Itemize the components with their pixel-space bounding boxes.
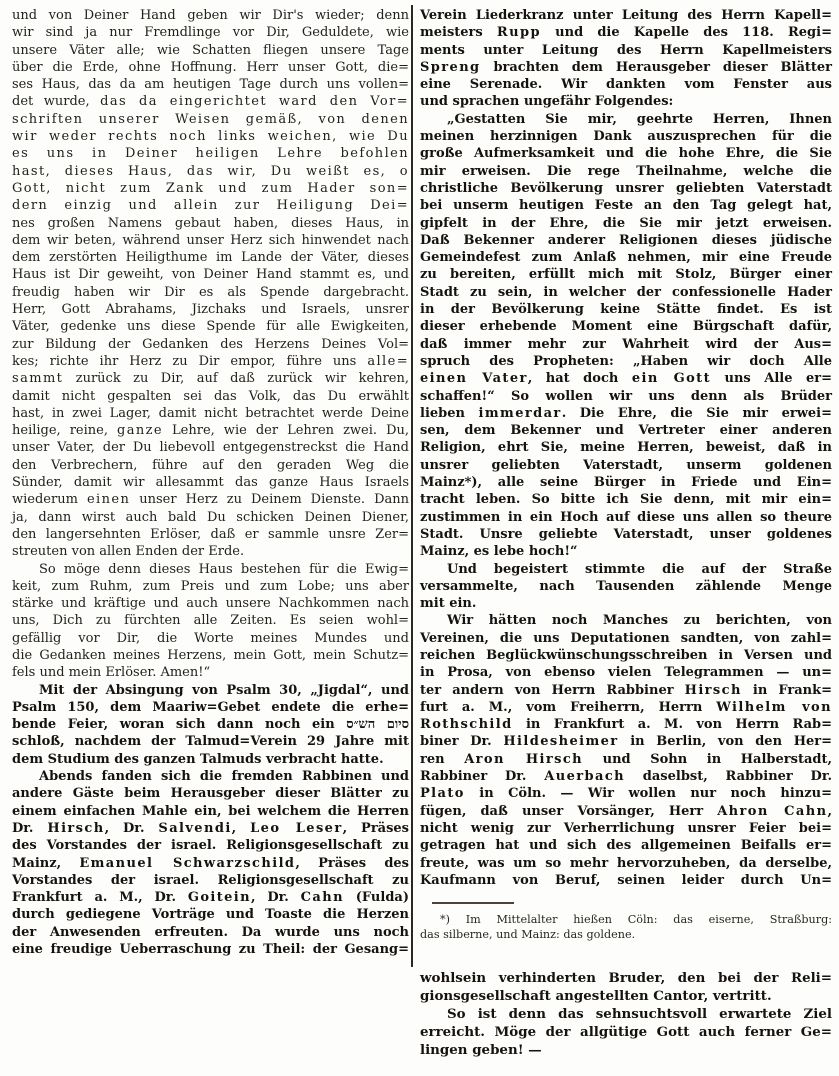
text-line	[12, 301, 409, 318]
text-segment: nicht wenig zur Verherrlichung unsrer Feier bei=	[420, 820, 832, 836]
text-segment: ren	[420, 751, 465, 767]
text-segment: ,	[231, 820, 251, 836]
text-line	[12, 318, 409, 335]
text-line	[420, 872, 832, 889]
text-line	[12, 439, 409, 456]
text-segment: Herr, Gott Abrahams, Jizchaks und Israels, unsrer	[12, 302, 409, 318]
text-line	[420, 111, 832, 128]
emphasized-text: Salvendi	[158, 820, 232, 836]
text-segment: andere Gäste beim Herausgeber dieser Blätter zu	[12, 786, 409, 802]
footnote	[420, 913, 832, 942]
text-line	[12, 785, 409, 802]
column-divider	[411, 5, 413, 967]
emphasized-text: einen Vater	[420, 371, 528, 387]
text-segment: zurück zu Dir, auf daß zurück wir kehren,	[63, 371, 409, 387]
text-line	[12, 768, 409, 785]
text-segment: dieser erhebende Moment eine Bürgschaft dafür,	[420, 319, 832, 335]
text-line	[420, 837, 832, 854]
text-segment: stärke und kräftige und auch unsere Nachkommen nach	[12, 596, 409, 612]
text-line	[12, 595, 409, 612]
text-line	[420, 491, 832, 508]
text-line	[12, 93, 409, 110]
text-line	[12, 751, 409, 768]
text-segment: freudig haben wir Dir es als Spende dargebracht.	[12, 284, 409, 300]
text-segment: det wurde,	[12, 94, 101, 110]
text-segment: schaffen!“ So wollen wir uns denn als Brüder	[420, 388, 832, 404]
text-segment: spruch des Propheten: „Haben wir doch Alle	[420, 353, 832, 369]
text-segment: brachten dem Herausgeber dieser Blätter	[480, 59, 832, 75]
text-segment: tracht leben. So bitte ich Sie denn, mit mir ein=	[420, 492, 832, 508]
text-segment: den Verbrechern, führe auf den geraden Weg die	[12, 457, 409, 473]
text-line	[420, 855, 832, 872]
text-line	[420, 969, 832, 987]
text-segment: Sünder, damit wir allesammt das ganze Haus Israels	[12, 475, 409, 491]
emphasized-text: Leo Leser	[250, 820, 343, 836]
text-line	[420, 768, 832, 785]
emphasized-text: ganze	[117, 423, 164, 439]
text-line	[420, 630, 832, 647]
text-segment: eine Serenade. Wir dankten vom Fenster aus	[420, 77, 832, 93]
text-line	[12, 716, 409, 733]
text-line	[420, 785, 832, 802]
text-line	[420, 699, 832, 716]
text-segment: gefällig vor Dir, die Worte meines Mundes und	[12, 630, 409, 646]
text-segment: , Präses	[342, 820, 410, 836]
emphasized-text: Rupp	[496, 25, 541, 41]
text-line	[420, 266, 832, 283]
left-column	[12, 7, 409, 958]
emphasized-text: wir weder rechts noch links weichen, wie Du	[12, 129, 409, 145]
text-line	[420, 526, 832, 543]
emphasized-text: sammt	[12, 371, 64, 387]
text-line	[420, 284, 832, 301]
text-segment: Kaufmann von Beruf, seinen leider durch Un=	[420, 872, 832, 888]
text-segment: ,	[827, 803, 832, 819]
text-line	[12, 388, 409, 405]
text-segment: gipfelt in der Ehre, die Sie mir jetzt erweisen.	[420, 215, 832, 231]
text-line	[12, 682, 409, 699]
text-line	[12, 353, 409, 370]
text-segment: Dr.	[12, 820, 48, 836]
emphasized-text: Hirsch	[47, 820, 105, 836]
text-line	[12, 163, 409, 180]
emphasized-text: einen	[86, 492, 131, 508]
text-segment: Gemeindefest zum Anlaß nehmen, mir eine Freude	[420, 250, 832, 266]
text-segment: Lehre, wie der Lehren zwei. Du,	[163, 423, 410, 439]
emphasized-text: Hildesheimer	[503, 734, 619, 750]
text-line	[420, 145, 832, 162]
text-line	[12, 128, 409, 145]
text-segment: , hat doch	[527, 371, 632, 387]
text-line	[420, 647, 832, 664]
emphasized-text: Spreng	[420, 59, 481, 75]
text-segment: unsrer geliebten Vaterstadt, unserm goldenen	[420, 457, 832, 473]
text-line	[12, 647, 409, 664]
text-segment: freute, was um so mehr hervorzuheben, da derselbe,	[420, 855, 832, 871]
text-line	[12, 803, 409, 820]
text-line	[12, 145, 409, 162]
text-segment: schloß, nachdem der Talmud=Verein 29 Jahre mit	[12, 734, 409, 750]
text-line	[420, 1005, 832, 1023]
text-segment: zu bereiten, erfüllt mich mit Stolz, Bürger einer	[420, 267, 832, 283]
text-line	[420, 336, 832, 353]
text-line	[12, 664, 409, 681]
text-line	[420, 595, 832, 612]
text-segment: getragen hat und sich des allgemeinen Beifalls er=	[420, 838, 832, 854]
text-segment: des Vorstandes der israel. Religionsgesellschaft zu	[12, 838, 409, 854]
text-line	[12, 7, 409, 24]
text-segment: Väter, gedenke uns diese Spende für alle Ewigkeiten,	[12, 319, 409, 335]
text-segment: Frankfurt a. M., Dr.	[12, 890, 188, 906]
text-segment: reichen Beglückwünschungsschreiben in Versen und	[420, 647, 832, 663]
text-line	[420, 612, 832, 629]
text-line	[420, 578, 832, 595]
emphasized-text: Aron Hirsch	[464, 751, 584, 767]
text-line	[420, 215, 832, 232]
text-segment: einem einfachen Mahle ein, bei welchem die Herren	[12, 803, 409, 819]
text-line	[12, 630, 409, 647]
text-segment: Wir hätten noch Manches zu berichten, von	[447, 613, 832, 629]
text-segment: nes großen Namens gebaut haben, dieses Haus, in	[12, 215, 409, 231]
text-line	[420, 163, 832, 180]
text-segment: Mainz, es lebe hoch!“	[420, 544, 578, 560]
text-line	[12, 370, 409, 387]
text-segment: , Dr.	[251, 890, 301, 906]
text-line	[420, 370, 832, 387]
text-segment: eine freudige Ueberraschung zu Theil: der Gesang=	[12, 942, 409, 958]
text-segment: Mainz,	[12, 855, 80, 871]
text-segment: „Gestatten Sie mir, geehrte Herren, Ihnen	[447, 111, 832, 127]
text-line	[420, 93, 832, 110]
text-line	[12, 215, 409, 232]
emphasized-text: Hirsch	[684, 682, 742, 698]
text-segment: ja, dann wirst auch bald Du schicken Deinen Diener,	[12, 509, 409, 525]
text-segment: und sprachen ungefähr Folgendes:	[420, 94, 674, 110]
text-line	[420, 751, 832, 768]
text-segment: Stadt. Unsre geliebte Vaterstadt, unser goldenes	[420, 526, 832, 542]
text-line	[12, 249, 409, 266]
text-segment: hast, in zwei Lager, damit nicht betrachtet werde Deine	[12, 405, 409, 421]
text-segment: wiederum	[12, 492, 87, 508]
text-segment: in Prosa, von ebenso vielen Telegrammen — un=	[420, 665, 832, 681]
text-segment: . Die Ehre, die Sie mir erwei=	[561, 405, 832, 421]
text-line	[420, 457, 832, 474]
text-line	[420, 928, 832, 943]
text-line	[420, 543, 832, 560]
text-line	[420, 1023, 832, 1041]
text-segment: in Cöln. — Wir wollen nur noch hinzu=	[464, 786, 832, 802]
text-line	[12, 266, 409, 283]
text-segment: den langersehnten Erlöser, daß er sammle unsre Zer=	[12, 526, 409, 542]
text-line	[12, 111, 409, 128]
text-line	[420, 249, 832, 266]
right-column-main-text	[420, 7, 832, 889]
emphasized-text: Ahron Cahn	[717, 803, 828, 819]
text-segment: fügen, daß unser Vorsänger, Herr	[420, 803, 718, 819]
text-segment: kes; richte ihr Herz zu Dir empor, führe uns	[12, 353, 368, 369]
text-segment: Mainz*), alle seine Bürger in Friede und Ein=	[420, 475, 832, 491]
text-segment: unsere Väter alle; wie Schatten fliegen unsere Tage	[12, 42, 409, 58]
text-segment: dem zerstörten Heiligthume im Lande der Väter, dieses	[12, 250, 409, 266]
emphasized-text: schriften unserer Weisen gemäß, von denen	[12, 111, 409, 127]
text-line	[12, 543, 409, 560]
emphasized-text: hast, dieses Haus, das wir, Du weißt es, o	[12, 163, 409, 179]
text-segment: daß immer mehr zur Wahrheit wird der Aus=	[420, 336, 832, 352]
text-segment: dem Studium des ganzen Talmuds verbracht hatte.	[12, 751, 384, 767]
emphasized-text: Emanuel Schwarzschild	[79, 855, 296, 871]
right-column	[420, 7, 832, 1059]
text-segment: und von Deiner Hand geben wir Dir's wieder; denn	[12, 8, 409, 23]
text-line	[420, 509, 832, 526]
text-line	[12, 42, 409, 59]
text-line	[420, 180, 832, 197]
text-line	[12, 578, 409, 595]
text-segment: zur Bildung der Gedanken des Herzens Deines Vol=	[12, 336, 409, 352]
text-line	[420, 820, 832, 837]
text-segment: furt a. M., vom Freiherrn, Herrn	[420, 699, 717, 715]
text-line	[420, 301, 832, 318]
text-segment: biner Dr.	[420, 734, 504, 750]
text-line	[420, 987, 832, 1005]
text-segment: über die Erde, ohne Hoffnung. Herr unser Gott, die=	[12, 59, 409, 75]
text-line	[420, 405, 832, 422]
emphasized-text: es uns in Deiner heiligen Lehre befohlen	[12, 146, 409, 162]
text-segment: *) Im Mittelalter hießen Cöln: das eiserne, Straßburg:	[440, 913, 832, 927]
text-line	[12, 699, 409, 716]
text-segment: keit, zum Ruhm, zum Preis und zum Lobe; uns aber	[12, 578, 409, 594]
text-line	[12, 457, 409, 474]
text-line	[12, 197, 409, 214]
text-line	[12, 232, 409, 249]
text-line	[420, 913, 832, 928]
text-line	[12, 924, 409, 941]
emphasized-text: ein Gott	[631, 371, 711, 387]
text-line	[420, 682, 832, 699]
text-segment: Daß Bekenner anderer Religionen dieses jüdische	[420, 232, 832, 248]
text-line	[12, 24, 409, 41]
text-segment: gionsgesellschaft angestellten Cantor, vertritt.	[420, 988, 772, 1005]
text-segment: Religion, ehrt Sie, meine Herren, beweist, daß in	[420, 440, 832, 456]
text-line	[420, 422, 832, 439]
text-segment: versammelte, nach Tausenden zählende Menge	[420, 578, 832, 594]
emphasized-text: Wilhelm von	[716, 699, 832, 715]
text-line	[420, 716, 832, 733]
text-segment: uns, Dich zu fürchten alle Zeiten. Es seien wohl=	[12, 613, 409, 629]
text-segment: das silberne, und Mainz: das goldene.	[420, 927, 636, 941]
text-segment: Stadt zu sein, in welcher der confessionelle Hader	[420, 284, 832, 300]
text-segment: heilige, reine,	[12, 423, 118, 439]
text-segment: Vorstandes der israel. Religionsgesellschaft zu	[12, 872, 409, 888]
text-line	[12, 612, 409, 629]
text-segment: und die Kapelle des 118. Regi=	[540, 25, 832, 41]
text-line	[420, 388, 832, 405]
text-line	[12, 906, 409, 923]
text-line	[12, 837, 409, 854]
text-segment: durch gediegene Vorträge und Toaste die Herzen	[12, 907, 409, 923]
text-segment: daselbst, Rabbiner Dr.	[625, 769, 832, 785]
text-segment: in Frankfurt a. M. von Herrn Rab=	[512, 717, 832, 733]
text-segment: ments unter Leitung des Herrn Kapellmeisters	[420, 42, 832, 58]
text-segment: christliche Bevölkerung unsrer geliebten Vaterstadt	[420, 180, 832, 196]
text-line	[12, 76, 409, 93]
text-segment: sen, dem Bekenner und Vertreter einer anderen	[420, 423, 832, 439]
text-segment: lieben	[420, 405, 479, 421]
article-continuation	[420, 969, 832, 1059]
text-line	[420, 318, 832, 335]
text-line	[12, 474, 409, 491]
text-segment: Mit der Absingung von Psalm 30, „Jigdal“, und	[39, 682, 409, 698]
emphasized-text: Cahn	[300, 890, 344, 906]
text-segment: Abends fanden sich die fremden Rabbinen und	[39, 769, 409, 785]
text-segment: in Frank=	[741, 682, 832, 698]
emphasized-text: Plato	[420, 786, 465, 802]
text-segment: wohlsein verhinderten Bruder, den bei der Reli=	[420, 970, 832, 987]
text-line	[420, 76, 832, 93]
text-line	[420, 42, 832, 59]
text-segment: mit ein.	[420, 596, 477, 612]
text-segment: mir erweisen. Die rege Theilnahme, welche die	[420, 163, 832, 179]
text-line	[420, 353, 832, 370]
text-segment: in Berlin, von den Her=	[618, 734, 832, 750]
text-segment: wir sind ja nur Fremdlinge vor Dir, Geduldete, wie	[12, 25, 409, 41]
text-line	[12, 561, 409, 578]
text-segment: lingen geben! —	[420, 1042, 542, 1059]
emphasized-text: Rothschild	[420, 717, 513, 733]
text-segment: meinen herzinnigen Dank auszusprechen für die	[420, 129, 832, 145]
text-segment: streuten von allen Enden der Erde.	[12, 544, 245, 560]
emphasized-text: Goitein	[187, 890, 251, 906]
text-segment: , Dr.	[104, 820, 159, 836]
text-segment: Rabbiner Dr.	[420, 769, 545, 785]
text-segment: dem wir beten, während unser Herz sich hinwendet nach	[12, 232, 409, 248]
text-segment: ter andern von Herrn Rabbiner	[420, 682, 685, 698]
text-line	[12, 180, 409, 197]
text-segment: und Sohn in Halberstadt,	[583, 751, 832, 767]
emphasized-text: Auerbach	[544, 769, 625, 785]
text-segment: Und begeistert stimmte die auf der Straße	[447, 561, 832, 577]
text-line	[420, 232, 832, 249]
text-line	[12, 422, 409, 439]
text-segment: unser Herz zu Deinem Dienste. Dann	[130, 492, 409, 508]
text-segment: die Gedanken meines Herzens, mein Gott, mein Schutz=	[12, 647, 409, 663]
text-segment: bei unserm heutigen Feste an den Tag gelegt hat,	[420, 198, 832, 214]
text-line	[12, 336, 409, 353]
text-line	[420, 474, 832, 491]
text-line	[12, 855, 409, 872]
text-line	[420, 1041, 832, 1059]
text-line	[420, 803, 832, 820]
text-segment: fels und mein Erlöser. Amen!“	[12, 665, 211, 681]
text-line	[12, 526, 409, 543]
text-line	[12, 509, 409, 526]
text-line	[12, 889, 409, 906]
text-line	[420, 439, 832, 456]
text-segment: Vereinen, die uns Deputationen sandten, von zahl=	[420, 630, 832, 646]
emphasized-text: dern einzig und allein zur Heiligung Dei=	[12, 198, 409, 214]
text-line	[420, 7, 832, 24]
footnote-separator-line	[432, 902, 514, 904]
text-line	[420, 197, 832, 214]
text-segment: erreicht. Möge der allgütige Gott auch ferner Ge=	[420, 1024, 832, 1041]
emphasized-text: das da eingerichtet ward den Vor=	[100, 94, 410, 110]
text-line	[12, 733, 409, 750]
text-line	[12, 59, 409, 76]
text-line	[12, 941, 409, 958]
text-segment: damit nicht gespalten sei das Volk, das Du erwählt	[12, 388, 409, 404]
text-line	[12, 284, 409, 301]
emphasized-text: alle=	[367, 353, 409, 369]
text-segment: uns Alle er=	[710, 371, 832, 387]
text-line	[420, 59, 832, 76]
text-segment: zustimmen in ein Hoch auf diese uns allen so theure	[420, 509, 832, 525]
text-segment: Psalm 150, dem Maariw=Gebet endete die erhe=	[12, 699, 409, 715]
text-segment: Verein Liederkranz unter Leitung des Herrn Kapell=	[420, 8, 832, 23]
text-line	[420, 561, 832, 578]
text-segment: große Aufmerksamkeit und die hohe Ehre, die Sie	[420, 146, 832, 162]
text-segment: in der Bevölkerung keine Stätte findet. Es ist	[420, 302, 832, 318]
text-segment: unser Vater, der Du liebevoll entgegenstreckst die Hand	[12, 440, 409, 456]
emphasized-text: immerdar	[478, 405, 562, 421]
text-line	[12, 405, 409, 422]
text-segment: ses Haus, das da am heutigen Tage durch uns vollen=	[12, 77, 409, 93]
emphasized-text: Gott, nicht zum Zank und zum Hader son=	[12, 180, 409, 196]
text-line	[420, 24, 832, 41]
text-segment: bende Feier, woran sich dann noch ein סיום הש״ס	[12, 717, 409, 733]
text-segment: So möge denn dieses Haus bestehen für die Ewig=	[39, 561, 409, 577]
text-segment: meisters	[420, 25, 497, 41]
text-line	[420, 733, 832, 750]
text-segment: der Anwesenden erfreuten. Da wurde uns noch	[12, 924, 409, 940]
text-segment: Haus ist Dir geweiht, von Deiner Hand stammt es, und	[12, 267, 409, 283]
text-line	[12, 491, 409, 508]
text-line	[12, 820, 409, 837]
text-segment: (Fulda)	[343, 890, 409, 906]
text-line	[420, 128, 832, 145]
text-segment: , Präses des	[295, 855, 409, 871]
text-line	[420, 664, 832, 681]
text-segment: So ist denn das sehnsuchtsvoll erwartete Ziel	[447, 1006, 832, 1023]
text-line	[12, 872, 409, 889]
